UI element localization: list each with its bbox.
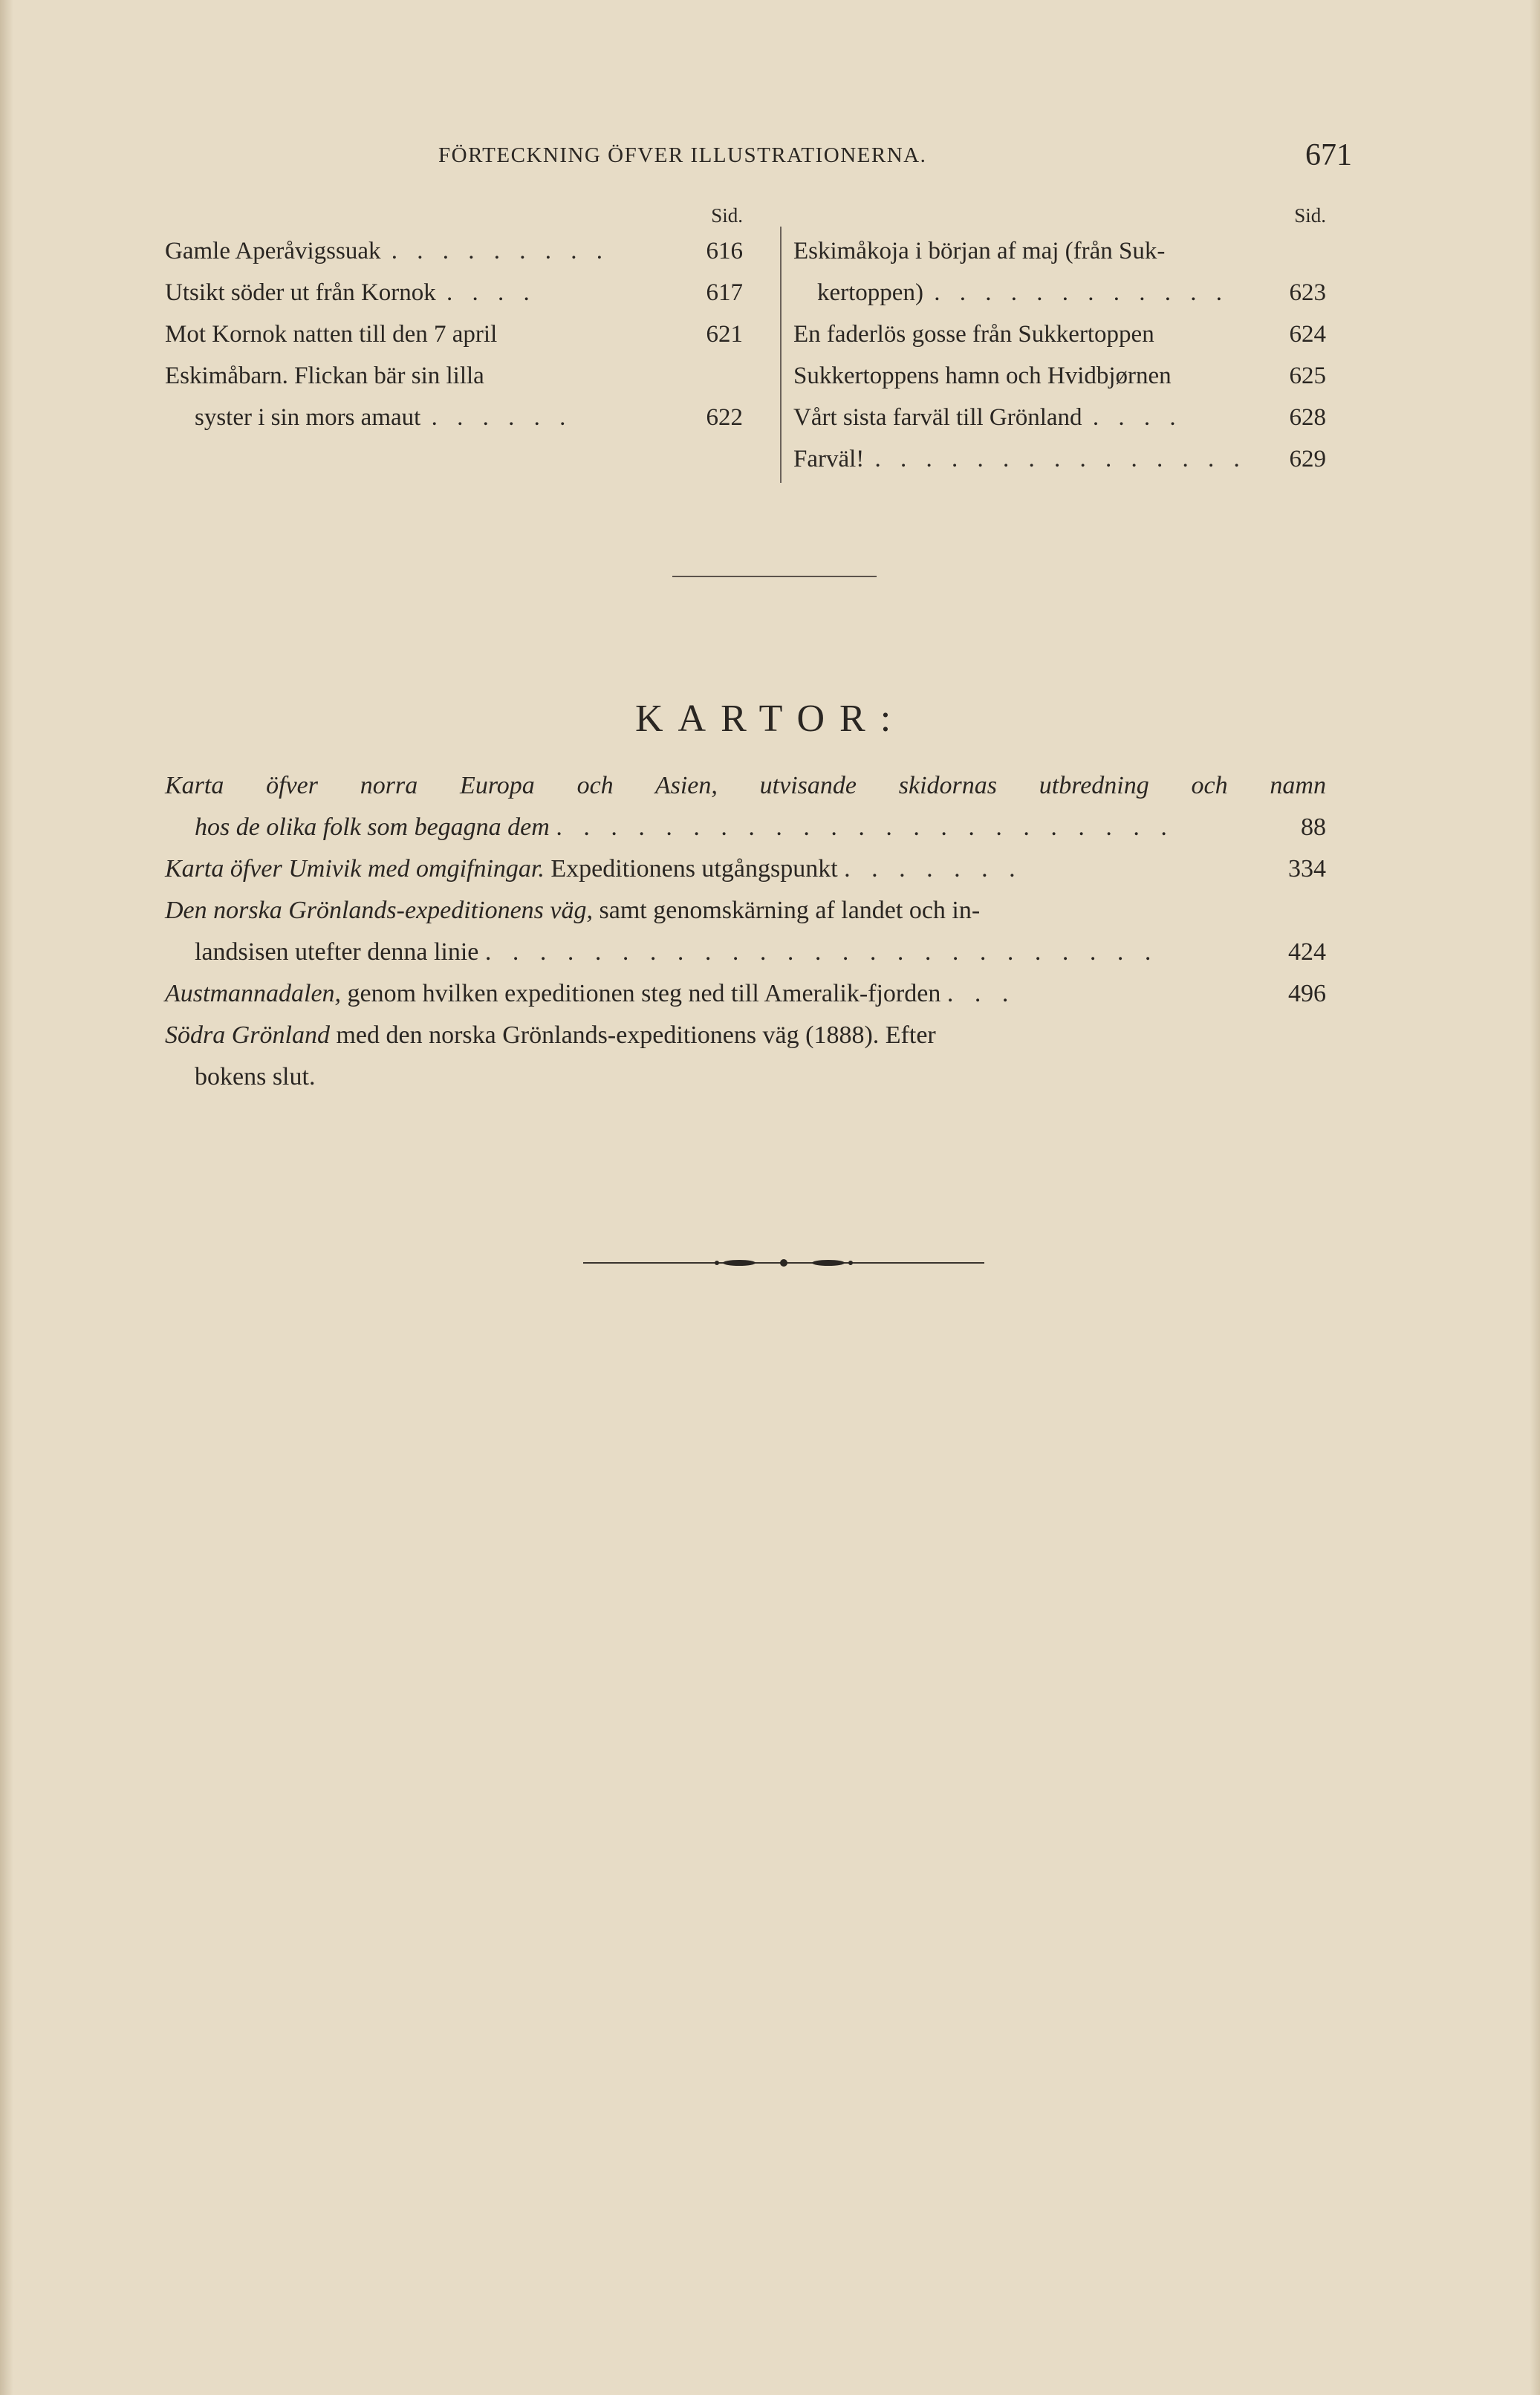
map-item-line: hos de olika folk som begagna dem . . . . . . . . . . . . . . . . . . . . . . . 88 (165, 807, 1326, 848)
list-item-page: 616 (706, 238, 743, 264)
page-edge-shadow (0, 0, 13, 2395)
list-item-page: 628 (1289, 404, 1326, 431)
list-item-caption: Eskimåkoja i början af maj (från Suk- (793, 238, 1166, 264)
illustration-list-left (165, 201, 743, 438)
map-item (165, 848, 1326, 890)
page-number: 671 (1305, 138, 1352, 172)
map-item-line: bokens slut. (195, 1063, 316, 1091)
list-item-caption: Vårt sista farväl till Grönland . . . . (793, 404, 1183, 431)
list-item-page: 629 (1289, 446, 1326, 472)
list-item-page: 624 (1289, 321, 1326, 348)
list-item-caption: En faderlös gosse från Sukkertoppen (793, 321, 1154, 348)
list-item (165, 313, 743, 355)
map-item-line: Södra Grönland med den norska Grönlands-expeditionens väg (1888). Efter (165, 1021, 936, 1049)
list-item-caption: Farväl! . . . . . . . . . . . . . . . (793, 446, 1247, 472)
maps-section-title: KARTOR: (635, 698, 906, 740)
map-item-line: landsisen utefter denna linie . . . . . . . . . . . . . . . . . . . . . . . . . 424 (165, 932, 1326, 973)
illustration-list-right (793, 201, 1326, 480)
map-item-line: Den norska Grönlands-expeditionens väg, samt genomskärning af landet och in- (165, 897, 981, 924)
map-item-page: 88 (1301, 813, 1326, 841)
map-item (165, 890, 1326, 973)
running-title: FÖRTECKNING ÖFVER ILLUSTRATIONERNA. (438, 143, 927, 167)
list-item (165, 230, 743, 272)
map-item-page: 334 (1288, 855, 1326, 883)
page-header (438, 137, 1352, 182)
list-item-page: 622 (706, 404, 743, 431)
list-item-page: 623 (1289, 279, 1326, 306)
map-item-line: Karta öfver norra Europa och Asien, utvisande skidornas utbredning och namn (165, 772, 1326, 799)
list-item (793, 230, 1326, 272)
map-item-page: 424 (1288, 938, 1326, 966)
column-divider (780, 227, 782, 483)
list-item (165, 272, 743, 313)
list-item-caption: Mot Kornok natten till den 7 april (165, 321, 498, 348)
list-item (793, 438, 1326, 480)
list-item-caption: Utsikt söder ut från Kornok . . . . (165, 279, 536, 306)
map-item (165, 973, 1326, 1015)
map-item-page: 496 (1288, 980, 1326, 1007)
ornament-divider-icon (583, 1252, 984, 1274)
list-item-caption: Sukkertoppens hamn och Hvidbjørnen (793, 363, 1172, 389)
map-item (165, 765, 1326, 848)
section-rule (672, 576, 877, 577)
list-item-page: 621 (706, 321, 743, 348)
list-item-caption: kertoppen) . . . . . . . . . . . . (817, 279, 1229, 306)
sid-label: Sid. (711, 204, 743, 227)
page-edge-shadow-right (1530, 0, 1540, 2395)
maps-list (165, 765, 1326, 1098)
sid-label: Sid. (1294, 204, 1326, 227)
map-item-line: Austmannadalen, genom hvilken expeditionen steg ned till Ameralik-fjorden . . . 496 (165, 973, 1326, 1015)
list-item (165, 355, 743, 397)
list-item (793, 272, 1326, 313)
list-item-caption: Eskimåbarn. Flickan bär sin lilla (165, 363, 484, 389)
list-item (793, 397, 1326, 438)
map-item-line: Karta öfver Umivik med omgifningar. Expeditionens utgångspunkt . . . . . . . 334 (165, 848, 1326, 890)
list-item-page: 625 (1289, 363, 1326, 389)
list-item-page: 617 (706, 279, 743, 306)
list-item-caption: Gamle Aperåvigssuak . . . . . . . . . (165, 238, 610, 264)
map-item (165, 1015, 1326, 1098)
list-item (793, 313, 1326, 355)
list-item (165, 397, 743, 438)
list-item (793, 355, 1326, 397)
list-item-caption: syster i sin mors amaut . . . . . . (195, 404, 573, 431)
